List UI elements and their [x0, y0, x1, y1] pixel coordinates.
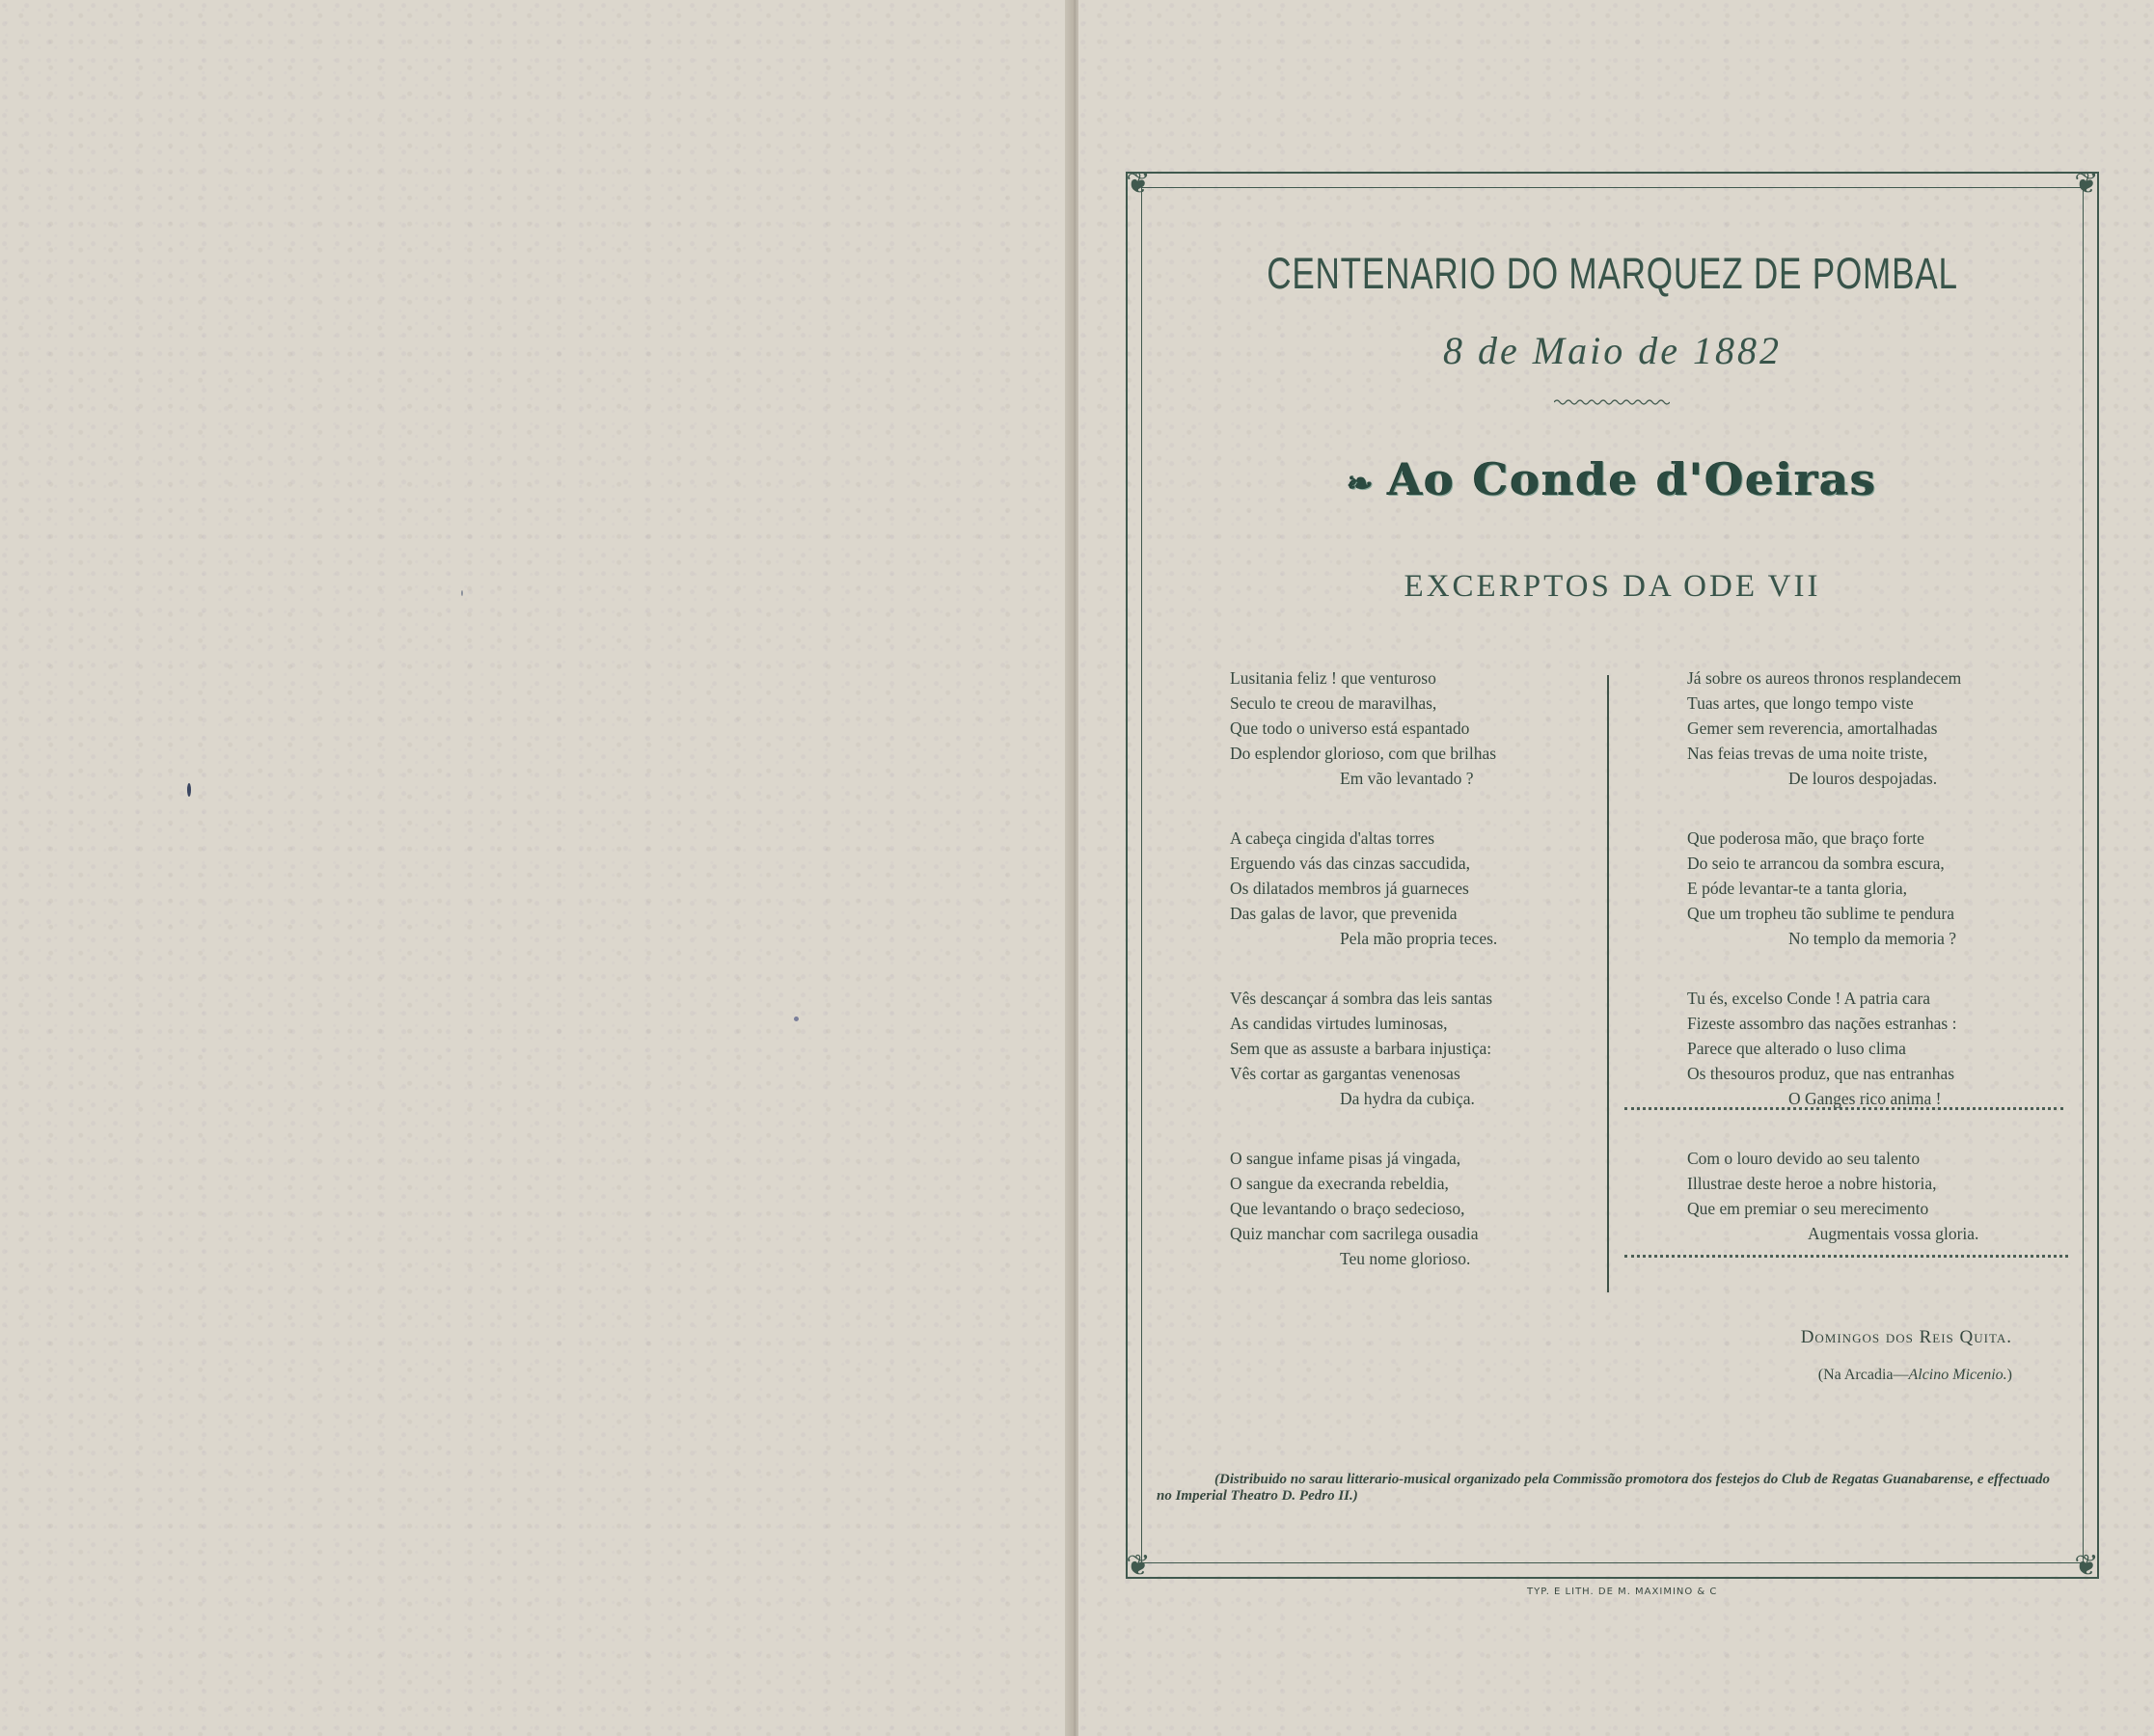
- poem-line: Quiz manchar com sacrilega ousadia: [1230, 1224, 1479, 1243]
- poem-line: Illustrae deste heroe a nobre historia,: [1687, 1174, 1937, 1193]
- printer-imprint: TYP. E LITH. DE M. MAXIMINO & C: [1527, 1587, 1718, 1597]
- poem-line: Os thesouros produz, que nas entranhas: [1687, 1064, 1955, 1083]
- column-divider: [1607, 675, 1609, 1292]
- poem-line: Que todo o universo está espantado: [1230, 719, 1470, 738]
- poem-line: Que poderosa mão, que braço forte: [1687, 828, 1924, 848]
- page-title: CENTENARIO DO MARQUEZ DE POMBAL: [1267, 249, 1958, 298]
- poem-line: Fizeste assombro das nações estranhas :: [1687, 1014, 1957, 1033]
- dotted-separator: [1624, 1107, 2063, 1110]
- poem-line: As candidas virtudes luminosas,: [1230, 1014, 1448, 1033]
- dedication-heading: [1128, 453, 2097, 505]
- corner-ornament-icon: ❦: [2074, 1549, 2099, 1583]
- dotted-separator: [1624, 1255, 2068, 1258]
- poem-line: Erguendo vás das cinzas saccudida,: [1230, 854, 1470, 873]
- poem-line: Das galas de lavor, que prevenida: [1230, 904, 1458, 923]
- arcadia-prefix: (Na Arcadia—: [1817, 1367, 1909, 1383]
- arcadia-pseudonym: [1818, 1367, 2012, 1384]
- poem-stanza: [1230, 665, 1596, 791]
- poem-stanza: [1687, 986, 2073, 1111]
- ode-subtitle: EXCERPTOS DA ODE VII: [1404, 569, 1821, 604]
- poem-line: Vês cortar as gargantas venenosas: [1230, 1064, 1460, 1083]
- poem-stanza: [1230, 986, 1596, 1111]
- poem-line: Tu és, excelso Conde ! A patria cara: [1687, 989, 1931, 1008]
- poem-line: Teu nome glorioso.: [1340, 1249, 1471, 1268]
- poem-line: Com o louro devido ao seu talento: [1687, 1149, 1921, 1168]
- dedication-text: Ao Conde d'Oeiras: [1387, 453, 1878, 505]
- poem-line: Tuas artes, que longo tempo viste: [1687, 693, 1914, 713]
- distribution-note: (Distribuido no sarau litterario-musical organizado pela Commissão promotora dos festejos do Club de Regatas Guanabarense, e effectuado no Imperial Theatro D. Pedro II.): [1157, 1472, 2051, 1504]
- poem-line: No templo da memoria ?: [1788, 929, 1956, 948]
- ink-speck: [794, 1017, 799, 1021]
- poem-line: O Ganges rico anima !: [1788, 1089, 1942, 1108]
- poem-stanza: [1230, 826, 1596, 951]
- poem-line: E póde levantar-te a tanta gloria,: [1687, 879, 1908, 898]
- poem-column-right: [1687, 665, 2073, 1281]
- poem-author: Domingos dos Reis Quita.: [1800, 1327, 2012, 1347]
- poem-line: Já sobre os aureos thronos resplandecem: [1687, 668, 1962, 688]
- corner-ornament-icon: ❦: [2074, 167, 2099, 201]
- poem-line: Do esplendor glorioso, com que brilhas: [1230, 744, 1497, 763]
- poem-stanza: [1687, 1146, 2073, 1246]
- poem-line: O sangue infame pisas já vingada,: [1230, 1149, 1461, 1168]
- poem-stanza: [1687, 826, 2073, 951]
- poem-line: De louros despojadas.: [1788, 769, 1938, 788]
- left-page-blank: [0, 0, 1071, 1736]
- poem-line: Do seio te arrancou da sombra escura,: [1687, 854, 1945, 873]
- poem-line: Sem que as assuste a barbara injustiça:: [1230, 1039, 1492, 1058]
- poem-line: Da hydra da cubiça.: [1340, 1089, 1475, 1108]
- poem-line: Lusitania feliz ! que venturoso: [1230, 668, 1436, 688]
- poem-line: Que em premiar o seu merecimento: [1687, 1199, 1929, 1218]
- wavy-rule-icon: [1554, 398, 1670, 406]
- poem-line: Seculo te creou de maravilhas,: [1230, 693, 1437, 713]
- ink-speck: [461, 590, 463, 596]
- poem-line: O sangue da execranda rebeldia,: [1230, 1174, 1449, 1193]
- poem-line: Pela mão propria teces.: [1340, 929, 1498, 948]
- poem-stanza: [1687, 665, 2073, 791]
- poem-column-left: [1230, 665, 1596, 1306]
- poem-line: Os dilatados membros já guarneces: [1230, 879, 1469, 898]
- poem-line: Parece que alterado o luso clima: [1687, 1039, 1906, 1058]
- poem-line: Que um tropheu tão sublime te pendura: [1687, 904, 1955, 923]
- poem-line: Nas feias trevas de uma noite triste,: [1687, 744, 1928, 763]
- decorative-border: [1126, 167, 2099, 1583]
- arcadia-name: Alcino Micenio.: [1908, 1367, 2007, 1383]
- poem-line: Que levantando o braço sedecioso,: [1230, 1199, 1465, 1218]
- event-date: 8 de Maio de 1882: [1443, 329, 1782, 372]
- poem-stanza: [1230, 1146, 1596, 1271]
- poem-line: Vês descançar á sombra das leis santas: [1230, 989, 1493, 1008]
- poem-line: Augmentais vossa gloria.: [1808, 1224, 1979, 1243]
- corner-ornament-icon: ❦: [1126, 167, 1151, 201]
- arcadia-suffix: ): [2006, 1367, 2012, 1383]
- poem-line: Gemer sem reverencia, amortalhadas: [1687, 719, 1938, 738]
- corner-ornament-icon: ❦: [1126, 1549, 1151, 1583]
- ink-speck: [187, 783, 191, 797]
- fleuron-icon: ❧: [1347, 465, 1388, 502]
- poem-line: A cabeça cingida d'altas torres: [1230, 828, 1435, 848]
- poem-line: Em vão levantado ?: [1340, 769, 1474, 788]
